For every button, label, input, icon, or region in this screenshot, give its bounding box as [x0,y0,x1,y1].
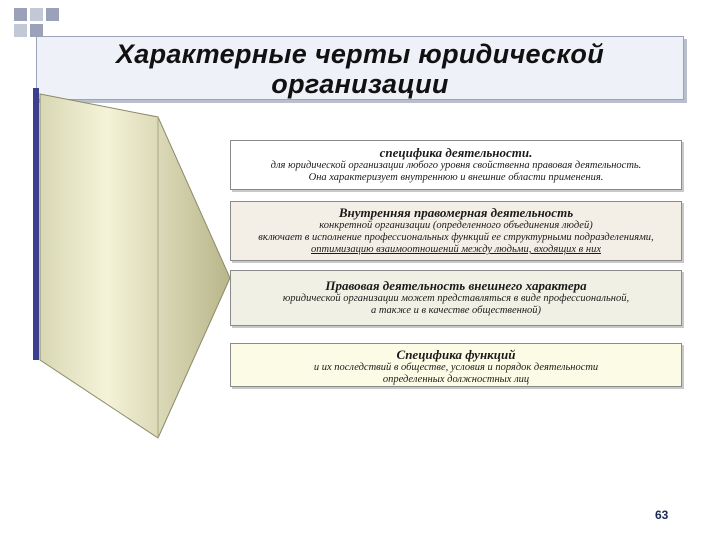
info-box-activity-specifics [230,140,682,190]
box-text-line: определенных должностных лиц [382,374,530,385]
page-number: 63 [655,508,669,522]
box-text-line: оптимизацию взаимоотношений между людьми, входящих в них [311,244,601,255]
info-box-external-activity [230,270,682,326]
box-heading: Внутренняя правомерная деятельность [338,205,574,220]
box-text-line: юридической организации может представляться в виде профессиональной, [282,293,630,304]
box-heading: специфика деятельности. [379,145,533,160]
box-text-line: а также и в качестве общественной) [370,305,542,316]
box-text-line: и их последствий в обществе, условия и порядок деятельности [313,362,599,373]
box-text-line: Она характеризует внутреннюю и внешние области применения. [308,172,604,183]
info-box-internal-activity [230,201,682,261]
box-text-line: включает в исполнение профессиональных функций ее структурными подразделениями, [258,232,654,243]
box-text-line: конкретной организации (определенного объединения людей) [319,220,593,231]
info-box-functions-specifics [230,343,682,387]
slide-title-line-2: организации [271,69,449,99]
slide-title-line-1: Характерные черты юридической [115,39,605,69]
box-heading: Правовая деятельность внешнего характера [325,278,587,293]
box-heading: Специфика функций [396,347,516,362]
box-text-line: для юридической организации любого уровня свойственна правовая деятельность. [270,160,642,171]
